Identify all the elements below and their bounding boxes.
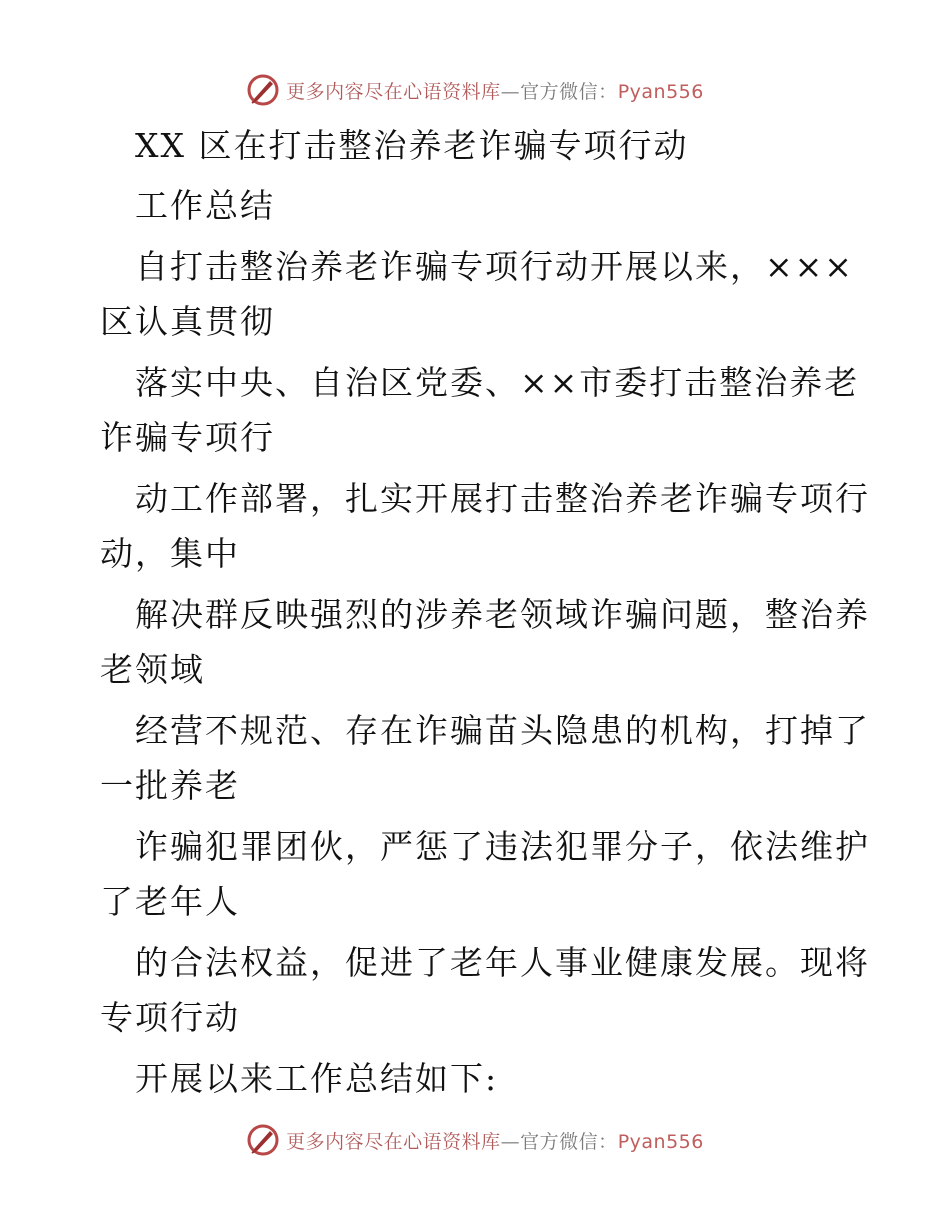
banner-wechat-label: 官方微信： — [520, 80, 618, 103]
banner-title: 更多内容尽在心语资料库 — [286, 80, 501, 103]
doc-line: 了老年人 — [100, 882, 240, 921]
doc-title-line: XX 区在打击整治养老诈骗专项行动 — [135, 126, 689, 165]
doc-line: 诈骗犯罪团伙，严惩了违法犯罪分子，依法维护 — [135, 827, 870, 866]
doc-line: 解决群反映强烈的涉养老领域诈骗问题，整治养 — [135, 595, 870, 634]
doc-line: 的合法权益，促进了老年人事业健康发展。现将 — [135, 943, 870, 982]
banner-separator: — — [500, 80, 521, 103]
banner-wechat-label: 官方微信： — [520, 1130, 618, 1153]
doc-line: 落实中央、自治区党委、××市委打击整治养老 — [135, 363, 860, 402]
banner-separator: — — [500, 1130, 521, 1153]
banner-text — [286, 1127, 704, 1154]
banner-title: 更多内容尽在心语资料库 — [286, 1130, 501, 1153]
doc-line: 诈骗专项行 — [100, 418, 275, 457]
quill-logo-icon — [246, 73, 280, 107]
doc-line: 动工作部署，扎实开展打击整治养老诈骗专项行 — [135, 479, 870, 518]
doc-line: 自打击整治养老诈骗专项行动开展以来，××× — [135, 247, 854, 286]
quill-logo-icon — [246, 1123, 280, 1157]
banner-text — [286, 77, 704, 104]
doc-line: 区认真贯彻 — [100, 302, 275, 341]
header-banner — [0, 70, 950, 110]
doc-line: 专项行动 — [100, 998, 240, 1037]
doc-line: 开展以来工作总结如下: — [135, 1059, 499, 1098]
doc-subtitle-line: 工作总结 — [135, 186, 275, 225]
footer-banner — [0, 1120, 950, 1160]
banner-wechat-id: Pyan556 — [617, 80, 704, 103]
doc-line: 老领域 — [100, 650, 205, 689]
doc-line: 一批养老 — [100, 766, 240, 805]
doc-line: 经营不规范、存在诈骗苗头隐患的机构，打掉了 — [135, 711, 870, 750]
doc-line: 动，集中 — [100, 534, 240, 573]
banner-wechat-id: Pyan556 — [617, 1130, 704, 1153]
